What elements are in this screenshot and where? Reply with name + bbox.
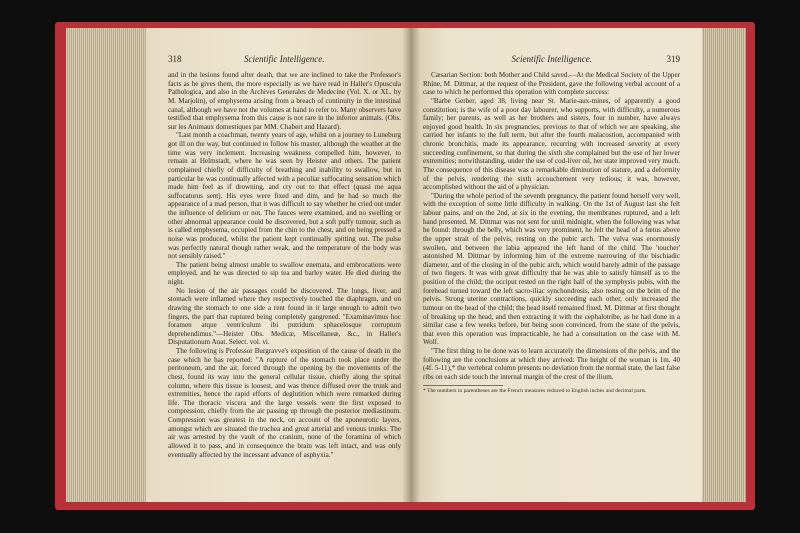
right-running-title: Scientific Intelligence. [511, 54, 592, 64]
right-paragraph-4: "The first thing to be done was to learn accurately the dimensions of the pelvis, and the following are the conclusions at which they arrived: The height of the woman is 1m. 40 (4f. 5-11),* the vertebral column presents no deviation from the normal state, the last false ribs on each side touch the internal margin of the crest of the ilium. [423, 347, 680, 381]
left-paragraph-2: "Last month a coachman, twenty years of age, whilst on a journey to Luneburg got ill on the way, but continued to follow his master, although the weather at the time was very inclement. Increasing weakness compelled him, however, to remain at Helmstadt, where he was seen by Heister and others. The patient complained chiefly of difficulty of breathing and inability to swallow, but in particular he was continually affected with a peculiar suffocating sensation which made him feel as if drowning, and cry out to that effect (quasi me aqua suffocaturus sent). His eyes were fixed and dim, and he had so much the appearance of a mad person, that it was difficult to say whether he cried out under the influence of delirium or not. The fauces were examined, and no swelling or other abnormal appearance could be discovered, but a soft puffy tumour, such as is called emphysema, occupied from the chin to the chest, and on being pressed a noise was produced, whilst the patient kept continually spitting out. The pulse was perfectly natural though rather weak, and the temperature of the body was not sensibly raised." [168, 131, 401, 261]
left-page [146, 28, 411, 502]
left-paragraph-3: The patient being almost unable to swallow enemata, and embrocations were employed, and he was directed to sip tea and barley water. He died during the night. [168, 260, 401, 286]
right-page-header [423, 54, 680, 67]
left-running-title: Scientific Intelligence. [244, 54, 325, 64]
right-page [411, 28, 702, 502]
book-gutter-shadow [402, 28, 420, 502]
right-page-edges [702, 28, 746, 502]
left-paragraph-5: The following is Professor Burgravve's exposition of the cause of death in the case which he has reported: "A rupture of the stomach took place under the peritoneum, and the air, forced through the opening by the movements of the chest, found its way into the general cellular tissue, chiefly along the spinal column, where this tissue is loosest, and was thence diffused over the trunk and extremities, hence the rapid efforts of deglutition which were remarked during life. The thoracic viscera and the large vessels were the first exposed to compression, chiefly from the air passing up through the posterior mediastinum. Compression was greatest in the neck, on account of the aponeurotic layers, amongst which are situated the trachea and great arterial and venous trunks. The air was arrested by the vault of the cranium, none of the foramina of which allowed it to pass, and in consequence the brain was left intact, and was only eventually affected by the incessant advance of asphyxia." [168, 347, 401, 459]
right-paragraph-2: "Barbe Gerber, aged 38, living near St. Marie-aux-mines, of apparently a good constitution; is the wife of a poor day labourer, who supports, with difficulty, a numerous family; her parents, as well as her brothers and sisters, four in number, have always enjoyed good health. In six pregnancies, previous to that of which we are speaking, she carried her infants to the full term, but after the fourth malacostion, accompanied with chronic bronchitis, made its appearance, recurring with increased severity at every succeeding confinement, so that during the sixth she complained but the use of her lower extremities; notwithstanding, under the use of cod-liver oil, her state improved very much. The consequence of this disease was a remarkable diminution of stature, and a deformity of the pelvis, rendering the sixth accouchement very tedious; it was, however, accomplished without the aid of a physician. [423, 96, 680, 192]
right-page-number: 319 [666, 54, 680, 64]
left-page-edges [66, 28, 146, 502]
right-paragraph-3: "During the whole period of the seventh pregnancy, the patient found herself very well, with the exception of some little difficulty in walking. On the 1st of August last she felt labour pains, and on the 2nd, at six in the evening, the membranes ruptured, and a left hand presented. M. Dittmar was not sent for until midnight, when the following was what he found: through the belly, which was very prominent, he felt the head of a fœtus above the upper strait of the pelvis, resting on the pubic arch. The vulva was enormously swollen, and between the labia appeared the left hand of the child. The 'toucher' astonished M. Dittmar by informing him of the extreme narrowing of the bischiadic diameter, and of the closing in of the pubic arch, which would barely admit of the passage of two fingers. It was with great difficulty that he was able to satisfy himself as to the position of the child; the occiput rested on the right half of the symphysis pubis, with the forehead turned toward the left sacro-iliac synchondrosis, also resting on the brim of the pelvis. Strong uterine contractions, quickly succeeding each other, only increased the tumour on the head of the child; the head itself remained fixed. M. Dittmar at first thought of breaking up the head, and then extracting it with the cephalotribe, as he had done in a similar case a few weeks before, but being soon convinced, from the state of the pelvis, that even this operation was impracticable, he had a consultation on the case with M. Wolf. [423, 191, 680, 347]
right-page-body [423, 71, 680, 382]
left-page-body [168, 71, 401, 459]
left-paragraph-4: No lesion of the air passages could be discovered. The lungs, liver, and stomach were inflamed where they respectively touched the diaphragm, and on drawing the stomach to one side a rent found in it large enough to admit two fingers, the part that ruptured being completely gangrened. "Examinavimus hoc foramen atque ventriculum ibi putridum sphacelosque corruptum deprehendimus."—Heister Obs. Medicæ, Miscellaneæ, &c., in Haller's Disputationum Anat. Select. vol. vi. [168, 286, 401, 347]
left-paragraph-1: and in the lesions found after death, that we are inclined to take the Professor's facts as he gives them, the more especially as we have read in Haller's Opuscula Pathologica, and also in the Archives Generales de Medecine (Vol. X. or XL. by M. Marjolin), of emphysema arising from a breach of continuity in the intestinal canal, although we have not the volumes at hand to refer to. Many observers have testified that emphysema from this cause is not rare in the inferior animals. (Obs. sur les Animaux domestiques par MM. Chabert and Hazard). [168, 71, 401, 131]
right-footnote: * The numbers in parentheses are the French measures reduced to English inches and decimal parts. [423, 387, 647, 394]
left-page-number: 318 [168, 54, 182, 64]
left-page-header [168, 54, 401, 67]
right-paragraph-1: Cæsarian Section: both Mother and Child saved.—At the Medical Society of the Upper Rhine, M. Dittmar, at the request of the President, gave the following verbal account of a case to which he performed this operation with complete success: [423, 71, 680, 97]
